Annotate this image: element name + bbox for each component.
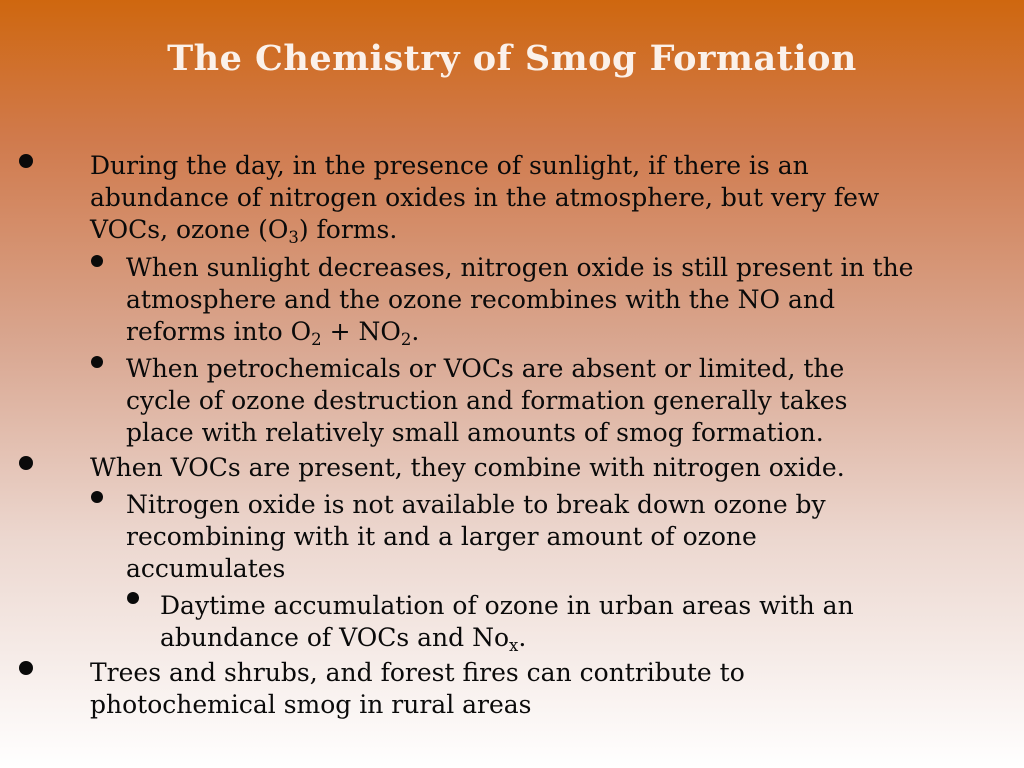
subscript: 2 bbox=[311, 329, 322, 349]
bullet-text-line: Trees and shrubs, and forest fires can contribute to bbox=[90, 658, 745, 687]
bullet-item bbox=[90, 452, 845, 484]
bullet-text-line: When petrochemicals or VOCs are absent or limited, the bbox=[126, 354, 845, 383]
bullet-text-line: When VOCs are present, they combine with nitrogen oxide. bbox=[90, 453, 845, 482]
bullet-dot-icon bbox=[19, 154, 33, 168]
bullet-text-line: abundance of nitrogen oxides in the atmosphere, but very few bbox=[90, 183, 880, 212]
bullet-text-line: atmosphere and the ozone recombines with the NO and bbox=[126, 285, 835, 314]
bullet-item bbox=[126, 252, 913, 348]
bullet-item bbox=[90, 150, 879, 246]
bullet-dot-icon bbox=[127, 592, 139, 604]
bullet-text-line: Nitrogen oxide is not available to break down ozone by bbox=[126, 490, 826, 519]
bullet-item bbox=[126, 353, 847, 449]
bullet-text-line: recombining with it and a larger amount of ozone bbox=[126, 522, 757, 551]
subscript: 3 bbox=[288, 227, 299, 247]
bullet-dot-icon bbox=[91, 255, 103, 267]
bullet-text-line: Daytime accumulation of ozone in urban areas with an bbox=[160, 591, 854, 620]
bullet-text-line: During the day, in the presence of sunlight, if there is an bbox=[90, 151, 809, 180]
bullet-dot-icon bbox=[91, 491, 103, 503]
bullet-text-line: cycle of ozone destruction and formation generally takes bbox=[126, 386, 848, 415]
bullet-text-line: reforms into $O_2 + NO_2$. bbox=[126, 317, 420, 349]
subscript: 2 bbox=[400, 329, 412, 349]
bullet-text-line: photochemical smog in rural areas bbox=[90, 690, 532, 719]
bullet-dot-icon bbox=[91, 356, 103, 368]
bullet-dot-icon bbox=[19, 661, 33, 675]
bullet-item bbox=[160, 590, 854, 654]
bullet-item bbox=[90, 657, 745, 721]
subscript: x bbox=[509, 635, 519, 655]
bullet-text-line: VOCs, ozone $(O_3)$ forms. bbox=[90, 215, 398, 247]
bullet-dot-icon bbox=[19, 456, 33, 470]
bullet-text-line: When sunlight decreases, nitrogen oxide is still present in the bbox=[126, 253, 914, 282]
slide-title: The Chemistry of Smog Formation bbox=[167, 38, 857, 79]
bullet-text-line: abundance of VOCs and $No_x$. bbox=[160, 623, 527, 655]
bullet-text-line: place with relatively small amounts of smog formation. bbox=[126, 418, 824, 447]
bullet-text-line: accumulates bbox=[126, 554, 286, 583]
bullet-item bbox=[126, 489, 826, 585]
